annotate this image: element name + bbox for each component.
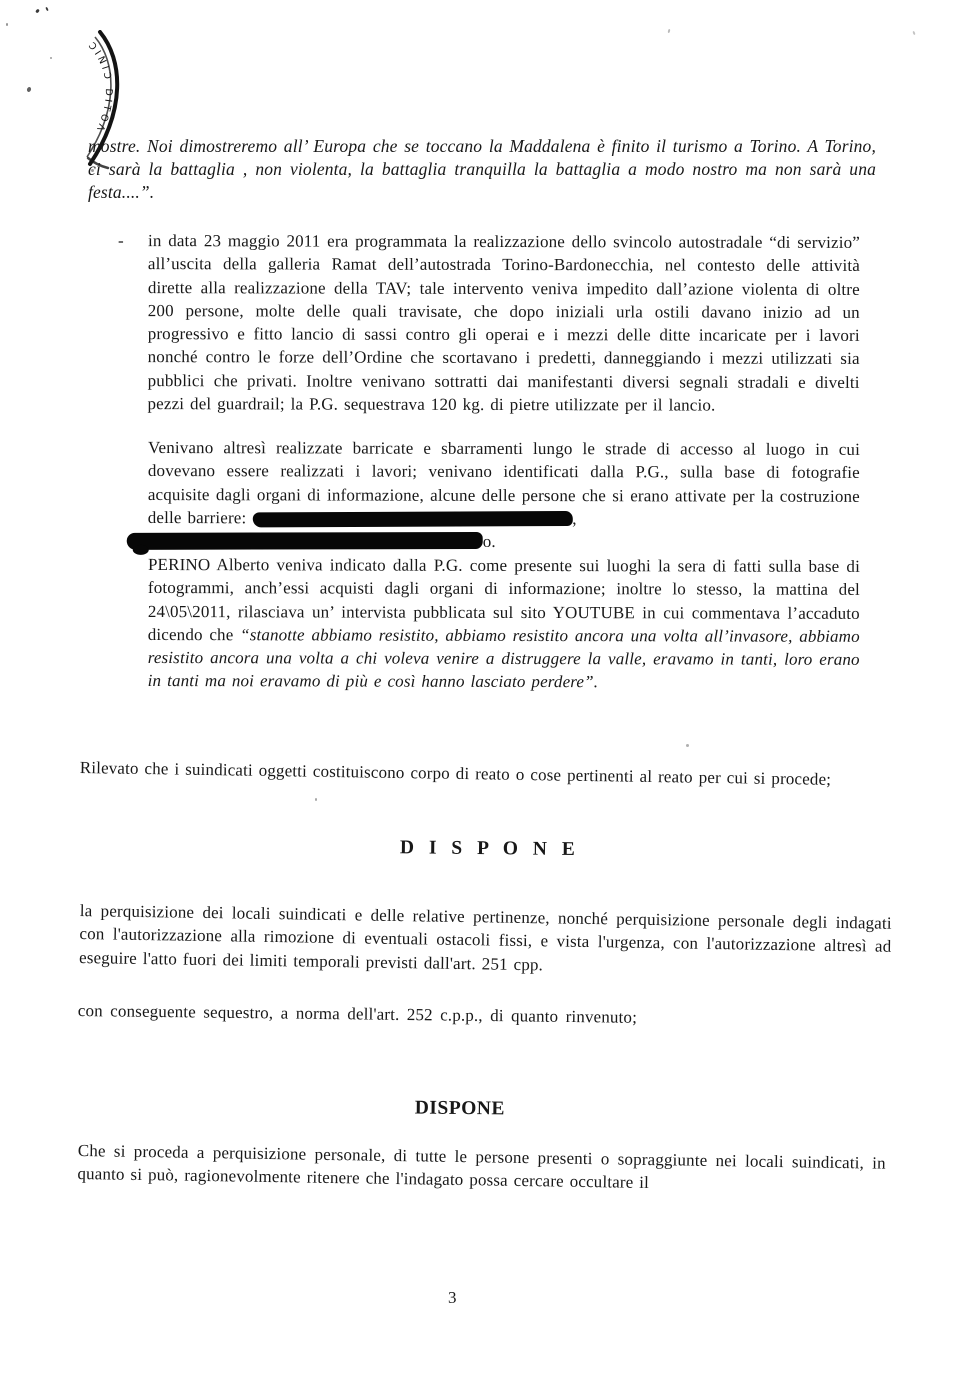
barricate-text: Venivano altresì realizzate barricate e sbarramenti lungo le strade di accesso al luogo in cui dovevano essere realizzati i lavori; venivano identificati dalla P.G., sulla base di fotografie acquisite dagli organi di informazione, alcune delle persone che si erano attivate per la costruzione delle barriere: (147, 438, 860, 528)
scan-speck (35, 9, 40, 14)
perino-quote: “stanotte abbiamo resistito, abbiamo resistito ancora una volta all’invasore, abbiamo resistito ancora una volta a chi voleva venire a distruggere la valle, eravamo in tanti, loro erano in tanti ma noi eravamo di più e così hanno lasciato perdere”. (147, 625, 860, 692)
scan-speck (686, 744, 689, 747)
paragraph-perino (148, 553, 860, 695)
stamp-curved-text: ƆINIƆ DITOΛ (85, 40, 115, 136)
bullet-item (118, 229, 860, 417)
scan-speck (6, 23, 8, 26)
heading-dispone-2: DISPONE (414, 1097, 506, 1120)
perino-lead: PERINO Alberto veniva indicato dalla P.G. come presente sui luoghi la sera di fatti sulla base di fotogrammi, anch’essi acquisti dagli organi di informazione; inoltre lo stesso, la mattina del 24\05\2011, rilasciava un’ intervista pubblicata sul sito YOUTUBE in cui commentava l’accaduto dicendo che (147, 555, 860, 645)
redaction-bar (252, 511, 572, 527)
page-number: 3 (448, 1288, 457, 1307)
scan-speck (45, 7, 49, 11)
paragraph-rilevato: Rilevato che i suindicati oggetti costituiscono corpo di reato o cose pertinenti al reato per cui si procede; (79, 757, 832, 789)
scan-speck (912, 31, 915, 35)
barricate-after-bar2: o. (482, 532, 496, 552)
paragraph-proceda: Che si proceda a perquisizione personale, di tutte le persone presenti o sopraggiunte nei locali suindicati, in quanto si può, ragionevolmente ritenere che l'indagato possa cercare occultare il (77, 1140, 886, 1193)
paragraph-barricate (148, 436, 860, 554)
bullet-text: in data 23 maggio 2011 era programmata la realizzazione dello svincolo autostradale “di servizio” all’uscita della galleria Ramat dell’autostrada Torino-Bardonecchia, nel contesto delle attività dirette alla realizzazione della TAV; tale intervento veniva impedito dall’azione violenta di oltre 200 persone, molte delle quali travisate, che dopo iniziali urla ostili davano inizio ad un progressivo e fitto lancio di sassi contro gli operai e i mezzi delle ditte incaricate per i lavori nonché contro le forze dell’Ordine che scortavano i predetti, danneggiando i mezzi utilizzati sia pubblici che privati. Inoltre venivano sottratti dai manifestanti diversi segnali stradali e divelti pezzi del guardrail; la P.G. sequestrava 120 kg. di pietre utilizzate per il lancio. (147, 231, 860, 415)
redaction-bar (127, 532, 483, 550)
intro-quote: mostre. Noi dimostreremo all’ Europa che se toccano la Maddalena è finito il turismo a Torino. A Torino, ci sarà la battaglia , non violenta, la battaglia tranquilla la battaglia a modo nostro ma non sarà una festa....”. (88, 136, 876, 202)
bullet-marker: - (117, 231, 124, 251)
scan-speck (315, 798, 317, 801)
scan-speck (668, 29, 671, 33)
scan-speck (26, 86, 31, 92)
paragraph-sequestro: con conseguente sequestro, a norma dell'art. 252 c.p.p., di quanto rinvenuto; (77, 1000, 638, 1027)
heading-dispone-1: D I S P O N E (399, 837, 580, 861)
paragraph-perquisizione: la perquisizione dei locali suindicati e delle relative pertinenze, nonché perquisizione personale degli indagati con l'autorizzazione alla rimozione di eventuali ostacoli fissi, e vista l'urgenza, con l'autorizzazione altresì ad eseguire l'atto fuori dei limiti temporali previsti dall'art. 251 cpp. (78, 900, 892, 974)
scan-speck (50, 57, 52, 59)
barricate-after-bar1: , (572, 509, 577, 529)
